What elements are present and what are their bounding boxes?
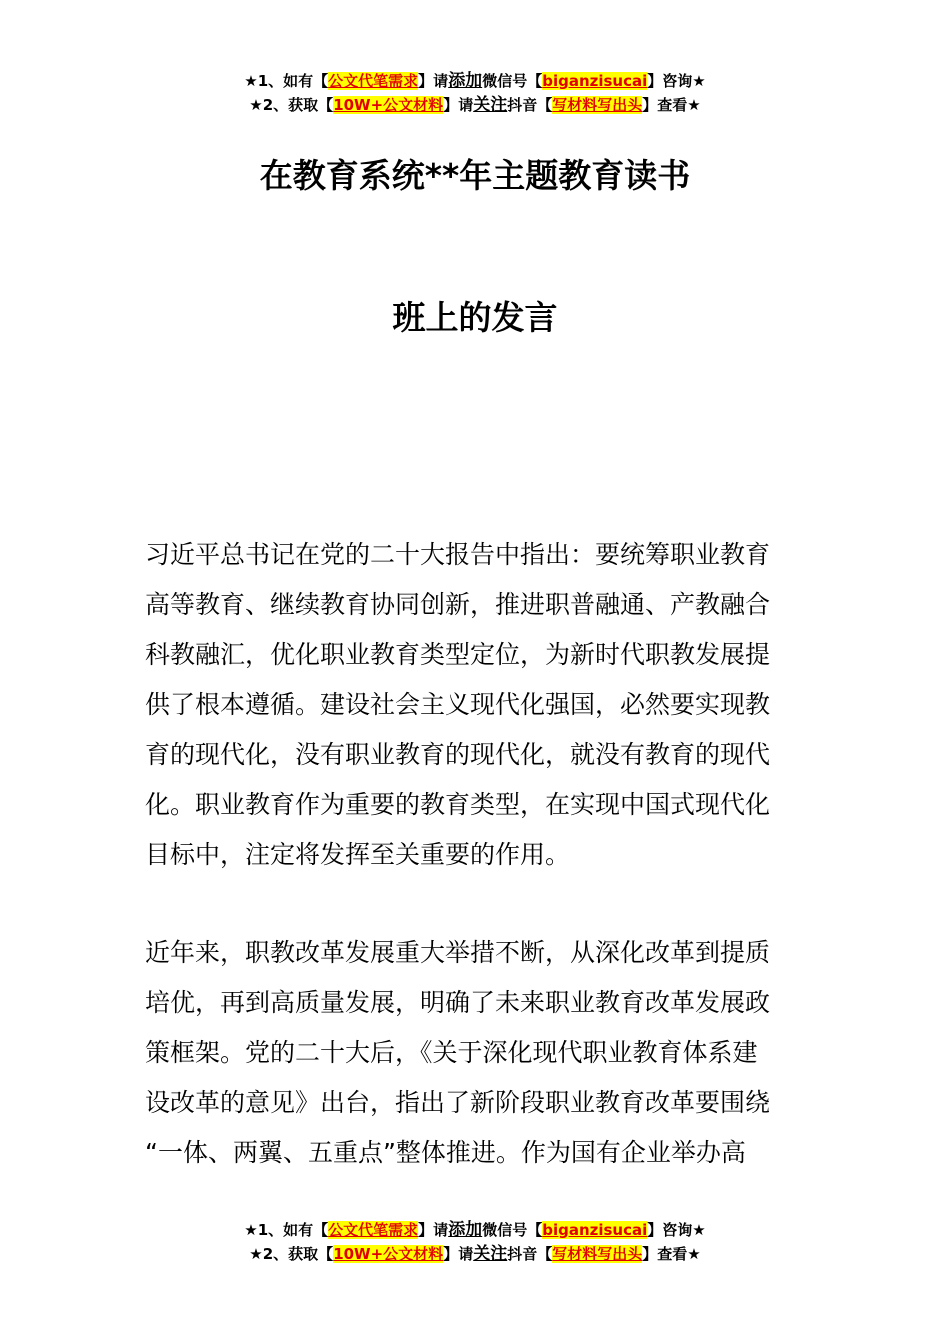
highlight: 写材料写出头: [552, 1245, 643, 1263]
footer-banner: [0, 1218, 950, 1266]
paragraph-line: 目标中，注定将发挥至关重要的作用。: [145, 840, 571, 869]
text: 】请: [418, 72, 449, 90]
paragraph-line: 高等教育、继续教育协同创新，推进职普融通、产教融合: [145, 590, 771, 619]
text: 】查看★: [642, 1245, 701, 1263]
text: 】查看★: [642, 96, 701, 114]
text: 微信号【: [482, 1221, 543, 1239]
highlight: biganzisucai: [542, 1221, 648, 1239]
header-banner: [0, 69, 950, 117]
text: 关注: [473, 95, 508, 115]
text: 】请: [443, 96, 474, 114]
text: ★2、获取【: [249, 96, 334, 114]
highlight: 10W+公文材料: [333, 96, 444, 114]
paragraph-line: 近年来，职教改革发展重大举措不断，从深化改革到提质: [145, 938, 771, 967]
title-line-1: 在教育系统**年主题教育读书: [259, 156, 691, 195]
highlight: 公文代笔需求: [328, 1221, 419, 1239]
paragraph: [145, 928, 815, 1178]
text: 微信号【: [482, 72, 543, 90]
text: 抖音【: [507, 96, 553, 114]
text: ★1、如有【: [244, 72, 329, 90]
paragraph-line: 习近平总书记在党的二十大报告中指出：要统筹职业教育: [145, 540, 771, 569]
paragraph: [145, 530, 815, 880]
highlight: 公文代笔需求: [328, 72, 419, 90]
text: 】请: [443, 1245, 474, 1263]
paragraph-line: 培优，再到高质量发展，明确了未来职业教育改革发展政: [145, 988, 771, 1017]
text: 关注: [473, 1244, 508, 1264]
highlight: 10W+公文材料: [333, 1245, 444, 1263]
paragraph-line: 设改革的意见》出台，指出了新阶段职业教育改革要围绕: [145, 1088, 771, 1117]
paragraph-line: 科教融汇，优化职业教育类型定位，为新时代职教发展提: [145, 640, 771, 669]
banner-line-1: [0, 69, 950, 93]
paragraph-line: 策框架。党的二十大后，《关于深化现代职业教育体系建: [145, 1038, 758, 1067]
paragraph-line: 供了根本遵循。建设社会主义现代化强国，必然要实现教: [145, 690, 771, 719]
paragraph-line: 化。职业教育作为重要的教育类型，在实现中国式现代化: [145, 790, 771, 819]
paragraph-line: 育的现代化，没有职业教育的现代化，就没有教育的现代: [145, 740, 771, 769]
paragraph-line: “一体、两翼、五重点”整体推进。作为国有企业举办高: [145, 1138, 746, 1167]
title-line-2: 班上的发言: [392, 298, 558, 337]
text: ★2、获取【: [249, 1245, 334, 1263]
highlight: 写材料写出头: [552, 96, 643, 114]
banner-line-2: [0, 93, 950, 117]
banner-line-1: [0, 1218, 950, 1242]
text: ★1、如有【: [244, 1221, 329, 1239]
text: 】咨询★: [647, 72, 706, 90]
text: 添加: [448, 1220, 483, 1240]
text: 】咨询★: [647, 1221, 706, 1239]
text: 抖音【: [507, 1245, 553, 1263]
highlight: biganzisucai: [542, 72, 648, 90]
banner-line-2: [0, 1242, 950, 1266]
text: 】请: [418, 1221, 449, 1239]
text: 添加: [448, 71, 483, 91]
